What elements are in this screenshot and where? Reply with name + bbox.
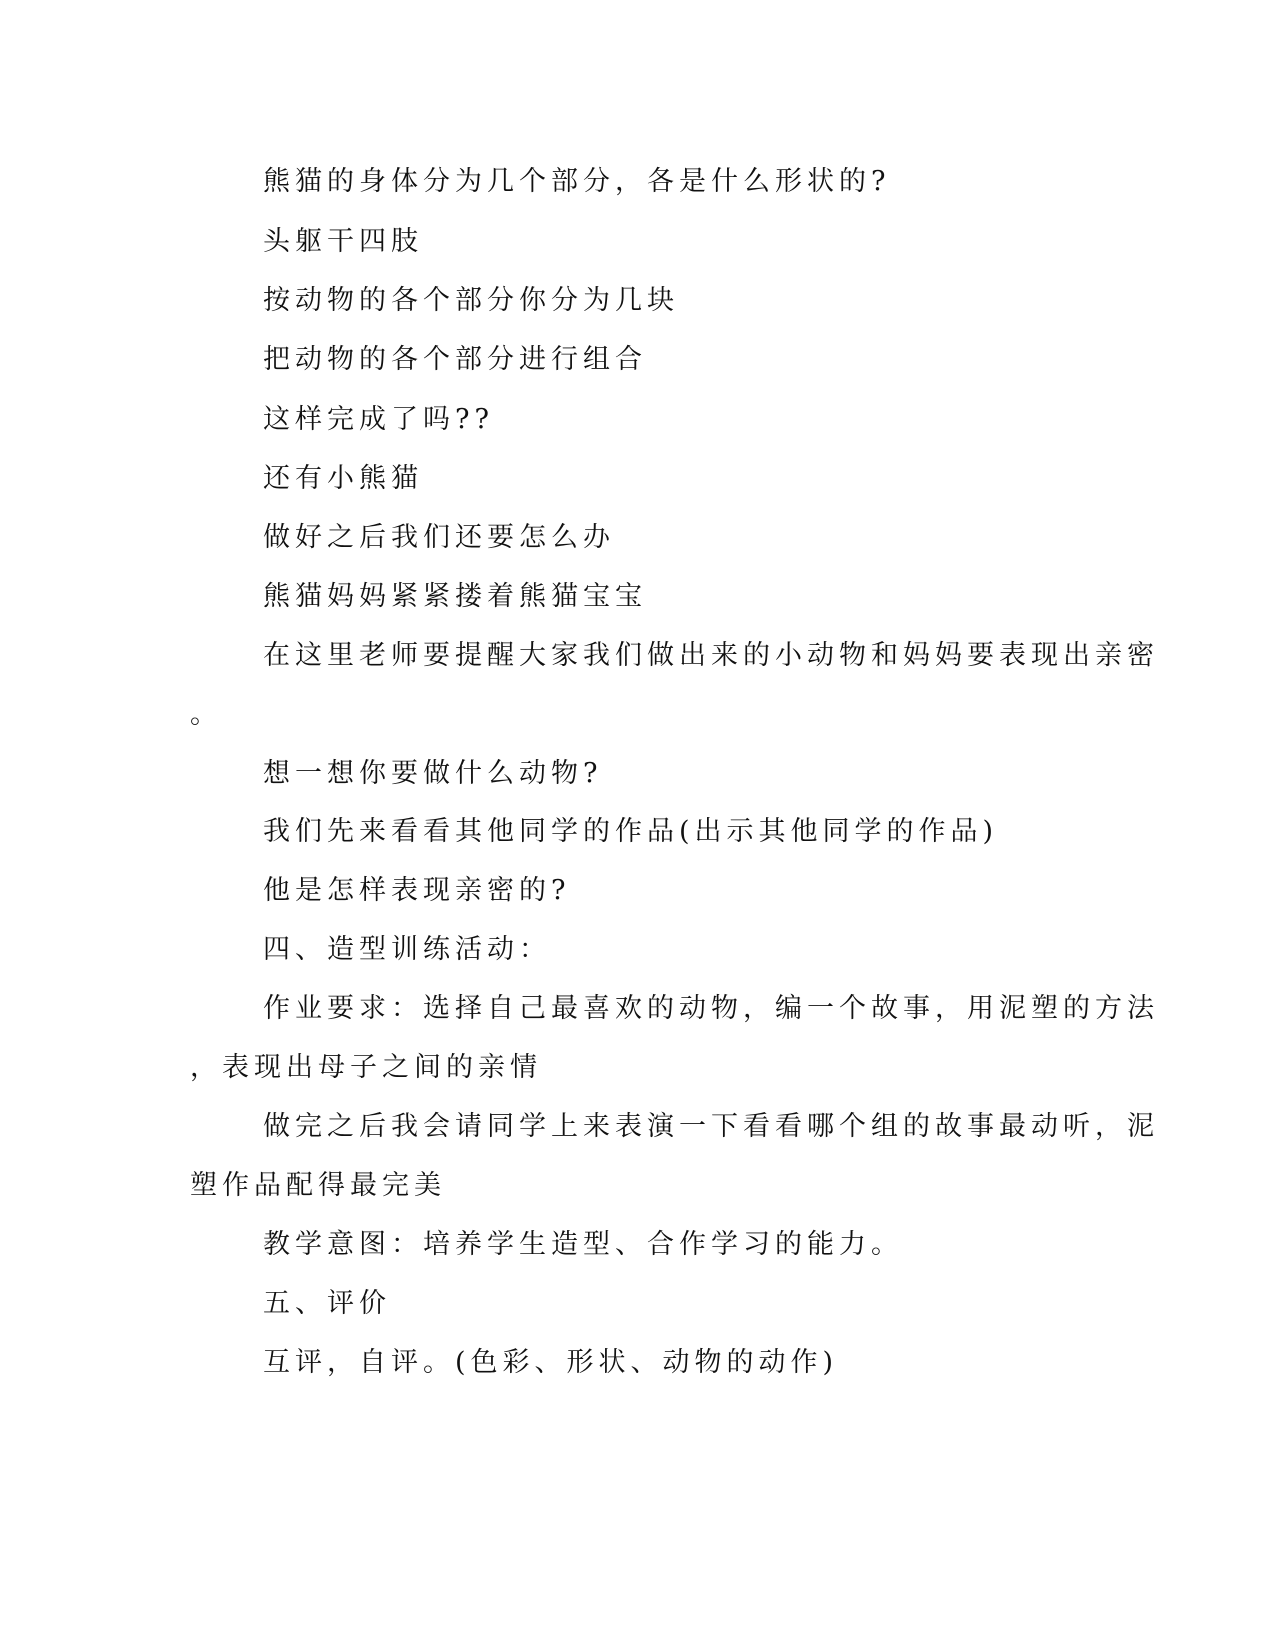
text-line: 按动物的各个部分你分为几块 <box>263 285 679 316</box>
text-line: 做好之后我们还要怎么办 <box>263 522 615 553</box>
text-line: 互评，自评。(色彩、形状、动物的动作) <box>263 1347 839 1378</box>
text-line: 这样完成了吗?? <box>263 404 494 435</box>
text-line: ，表现出母子之间的亲情 <box>190 1052 542 1083</box>
section-heading: 四、造型训练活动： <box>263 934 551 965</box>
text-line: 他是怎样表现亲密的? <box>263 875 571 906</box>
text-line: 在这里老师要提醒大家我们做出来的小动物和妈妈要表现出亲密 <box>263 640 1159 671</box>
text-line: 头躯干四肢 <box>263 226 423 257</box>
text-line: 做完之后我会请同学上来表演一下看看哪个组的故事最动听，泥 <box>263 1111 1159 1142</box>
text-line: 熊猫妈妈紧紧搂着熊猫宝宝 <box>263 581 647 612</box>
text-line: 我们先来看看其他同学的作品(出示其他同学的作品) <box>263 816 999 847</box>
text-line: 想一想你要做什么动物? <box>263 758 603 789</box>
text-line: 教学意图：培养学生造型、合作学习的能力。 <box>263 1229 903 1260</box>
text-line: 。 <box>190 699 222 730</box>
text-line: 塑作品配得最完美 <box>190 1170 446 1201</box>
section-heading: 五、评价 <box>263 1288 391 1319</box>
text-line: 把动物的各个部分进行组合 <box>263 344 647 375</box>
text-line: 作业要求：选择自己最喜欢的动物，编一个故事，用泥塑的方法 <box>263 993 1159 1024</box>
text-line: 熊猫的身体分为几个部分，各是什么形状的? <box>263 166 891 197</box>
text-line: 还有小熊猫 <box>263 463 423 494</box>
